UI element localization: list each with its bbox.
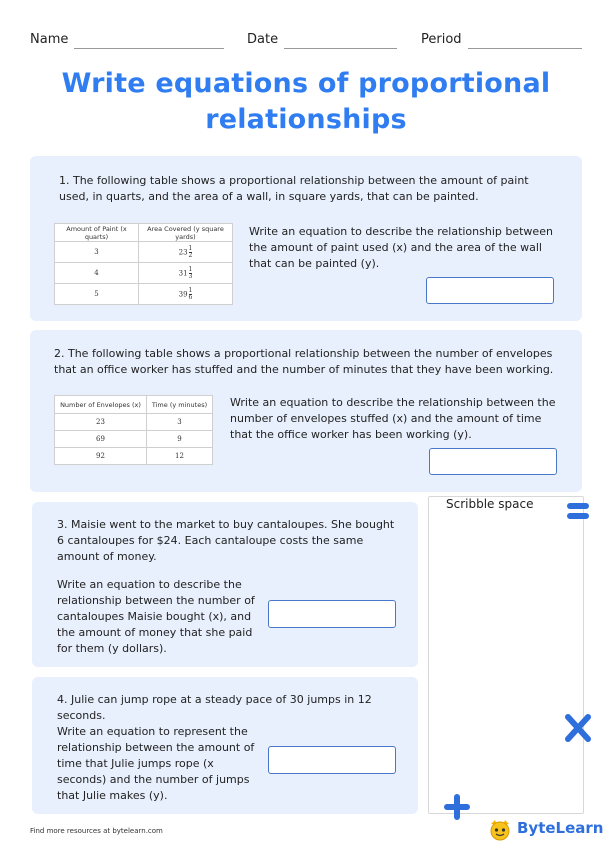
question-1-table: [54, 223, 233, 305]
table-cell: 92: [55, 448, 147, 465]
mixed-whole: 39: [178, 290, 188, 298]
page-title: [0, 66, 612, 138]
question-3-text: 3. Maisie went to the market to buy cantaloupes. She bought 6 cantaloupes for $24. Each cantaloupe costs the same amount of money.: [57, 518, 395, 563]
table-header: Area Covered (y square yards): [139, 224, 233, 242]
frac-den: 3: [188, 272, 193, 280]
question-2-text: 2. The following table shows a proportional relationship between the number of envelopes that an office worker has stuffed and the number of minutes that they have been working.: [54, 347, 554, 376]
table-header: Amount of Paint (x quarts): [55, 224, 139, 242]
question-2-answer-box[interactable]: [429, 448, 557, 475]
table-cell: 23: [55, 414, 147, 431]
table-row: [55, 431, 213, 448]
question-2-prompt: Write an equation to describe the relationship between the number of envelopes stuffed (x) and the amount of time that the office worker has been working (y).: [230, 396, 556, 441]
scribble-title: Scribble space: [443, 497, 536, 511]
frac-num: 1: [188, 244, 193, 252]
table-cell: [139, 284, 233, 305]
period-label: Period: [421, 32, 462, 47]
scribble-area[interactable]: [428, 496, 584, 814]
table-cell: 69: [55, 431, 147, 448]
mixed-whole: 23: [178, 248, 188, 256]
question-4-answer-box[interactable]: [268, 746, 396, 774]
date-field[interactable]: [284, 48, 397, 49]
table-cell: [139, 242, 233, 263]
question-4-text: 4. Julie can jump rope at a steady pace of 30 jumps in 12 seconds.: [57, 693, 372, 722]
table-header: Time (y minutes): [147, 396, 213, 414]
table-row: [55, 448, 213, 465]
equals-icon: [566, 501, 590, 521]
name-label: Name: [30, 32, 69, 47]
mixed-whole: 31: [178, 269, 188, 277]
table-cell: 3: [55, 242, 139, 263]
table-row: [55, 263, 233, 284]
frac-num: 1: [188, 265, 193, 273]
page-title-line2: relationships: [205, 104, 407, 135]
frac-num: 1: [188, 286, 193, 294]
table-cell: 12: [147, 448, 213, 465]
question-3-answer-box[interactable]: [268, 600, 396, 628]
table-cell: 4: [55, 263, 139, 284]
question-1-text: 1. The following table shows a proportional relationship between the amount of paint used, in quarts, and the area of a wall, in square yards, that can be painted.: [59, 174, 529, 203]
table-cell: 5: [55, 284, 139, 305]
table-row: [55, 414, 213, 431]
table-header: Number of Envelopes (x): [55, 396, 147, 414]
table-row: [55, 242, 233, 263]
bytelearn-logo-icon: [488, 818, 512, 842]
page-title-line1: Write equations of proportional: [61, 68, 551, 99]
table-cell: [139, 263, 233, 284]
question-1-answer-box[interactable]: [426, 277, 554, 304]
period-field[interactable]: [468, 48, 582, 49]
frac-den: 2: [188, 251, 193, 259]
question-3-prompt: Write an equation to describe the relationship between the number of cantaloupes Maisie bought (x), and the amount of money that she paid for them (y dollars).: [57, 578, 255, 655]
multiply-icon: [564, 713, 592, 743]
plus-icon: [444, 794, 470, 820]
frac-den: 6: [188, 293, 193, 301]
table-row: [55, 284, 233, 305]
table-cell: 3: [147, 414, 213, 431]
question-1-prompt: Write an equation to describe the relationship between the amount of paint used (x) and the area of the wall that can be painted (y).: [249, 225, 553, 270]
date-label: Date: [247, 32, 279, 47]
brand-name: ByteLearn: [517, 819, 604, 837]
table-cell: 9: [147, 431, 213, 448]
question-4-prompt: Write an equation to represent the relationship between the amount of time that Julie jumps rope (x seconds) and the number of jumps that Julie makes (y).: [57, 725, 255, 802]
name-field[interactable]: [74, 48, 224, 49]
footer-text: Find more resources at bytelearn.com: [30, 827, 163, 835]
question-2-table: [54, 395, 213, 465]
